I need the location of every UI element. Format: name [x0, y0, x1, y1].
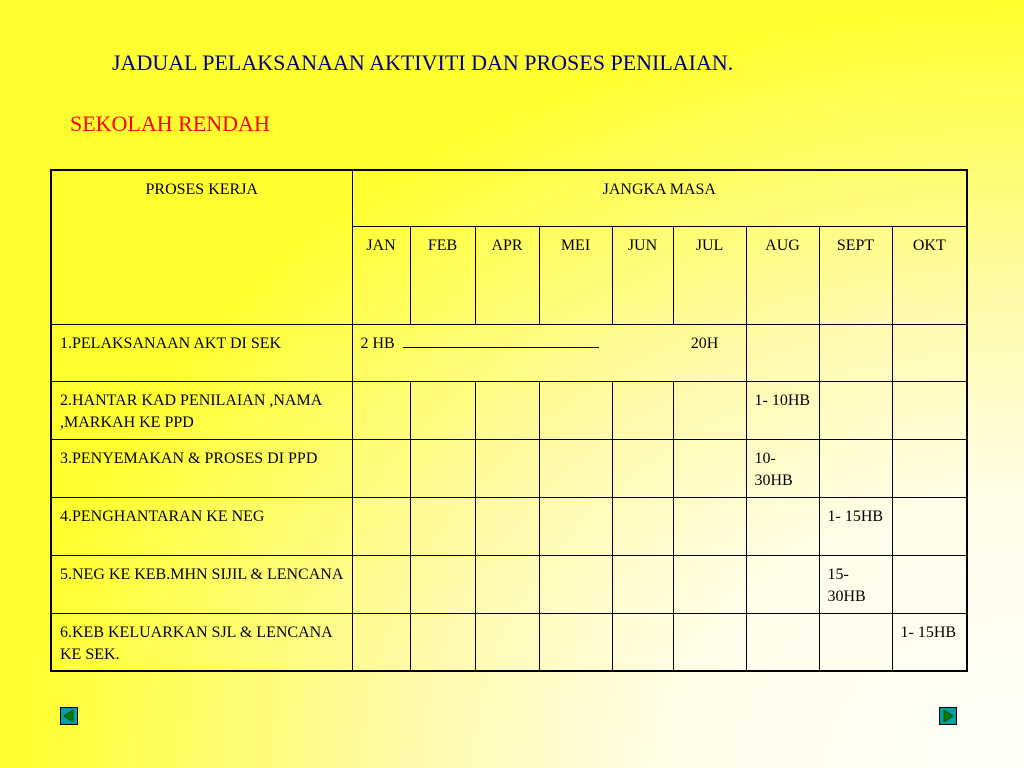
month-header-mei: MEI — [539, 226, 612, 324]
process-cell: 2.HANTAR KAD PENILAIAN ,NAMA ,MARKAH KE PPD — [51, 381, 352, 439]
timeline-bar-line — [403, 333, 599, 348]
schedule-cell-jan — [352, 439, 410, 497]
header-jangka-masa: JANGKA MASA — [352, 170, 967, 226]
next-slide-button[interactable] — [939, 707, 957, 725]
schedule-cell-jan — [352, 497, 410, 555]
bar-end-label: 20H — [690, 334, 719, 352]
schedule-cell-apr — [475, 497, 539, 555]
schedule-cell-okt — [892, 439, 967, 497]
schedule-cell-jun — [612, 439, 673, 497]
month-header-jul: JUL — [673, 226, 746, 324]
schedule-cell-aug — [746, 555, 819, 613]
month-header-okt: OKT — [892, 226, 967, 324]
schedule-cell-sept: 1- 15HB — [819, 497, 892, 555]
schedule-cell-okt — [892, 324, 967, 381]
table-row — [51, 439, 967, 497]
process-cell: 1.PELAKSANAAN AKT DI SEK — [51, 324, 352, 381]
table-row — [51, 555, 967, 613]
month-header-sept: SEPT — [819, 226, 892, 324]
process-cell: 4.PENGHANTARAN KE NEG — [51, 497, 352, 555]
schedule-body — [51, 324, 967, 671]
schedule-cell-aug: 1- 10HB — [746, 381, 819, 439]
table-row — [51, 613, 967, 671]
schedule-cell-aug — [746, 497, 819, 555]
schedule-cell-jun — [612, 613, 673, 671]
schedule-cell-feb — [410, 613, 475, 671]
schedule-cell-jan — [352, 381, 410, 439]
schedule-cell-mei — [539, 497, 612, 555]
table-row — [51, 324, 967, 381]
schedule-cell-sept — [819, 381, 892, 439]
schedule-cell-okt: 1- 15HB — [892, 613, 967, 671]
schedule-cell-feb — [410, 497, 475, 555]
schedule-cell-apr — [475, 555, 539, 613]
month-header-aug: AUG — [746, 226, 819, 324]
schedule-cell-feb — [410, 381, 475, 439]
schedule-cell-sept — [819, 324, 892, 381]
schedule-cell-jan — [352, 555, 410, 613]
header-proses-kerja: PROSES KERJA — [51, 170, 352, 324]
table-row — [51, 381, 967, 439]
schedule-cell-jul — [673, 497, 746, 555]
schedule-cell-aug — [746, 324, 819, 381]
bar-start-label: 2 HB — [360, 334, 395, 352]
schedule-cell-jul — [673, 555, 746, 613]
schedule-table — [50, 169, 968, 672]
schedule-cell-mei — [539, 555, 612, 613]
process-cell: 6.KEB KELUARKAN SJL & LENCANA KE SEK. — [51, 613, 352, 671]
schedule-cell-mei — [539, 613, 612, 671]
schedule-cell-apr — [475, 613, 539, 671]
schedule-cell-aug — [746, 613, 819, 671]
schedule-cell-apr — [475, 381, 539, 439]
month-header-apr: APR — [475, 226, 539, 324]
month-header-jan: JAN — [352, 226, 410, 324]
table-row — [51, 497, 967, 555]
schedule-cell-feb — [410, 555, 475, 613]
schedule-cell-jul — [673, 381, 746, 439]
schedule-cell-jun — [612, 497, 673, 555]
schedule-cell-jan — [352, 613, 410, 671]
schedule-cell-jul — [673, 613, 746, 671]
process-cell: 3.PENYEMAKAN & PROSES DI PPD — [51, 439, 352, 497]
month-header-jun: JUN — [612, 226, 673, 324]
previous-slide-icon — [62, 709, 76, 723]
month-header-feb: FEB — [410, 226, 475, 324]
schedule-cell-mei — [539, 439, 612, 497]
schedule-cell-sept — [819, 613, 892, 671]
schedule-cell-jun — [612, 381, 673, 439]
schedule-cell-okt — [892, 497, 967, 555]
schedule-cell-apr — [475, 439, 539, 497]
previous-slide-button[interactable] — [60, 707, 78, 725]
next-slide-icon — [941, 709, 955, 723]
schedule-cell-sept: 15- 30HB — [819, 555, 892, 613]
header-row-top — [51, 170, 967, 226]
timeline-bar-cell — [352, 324, 746, 381]
page-subtitle: SEKOLAH RENDAH — [70, 111, 270, 136]
schedule-cell-jul — [673, 439, 746, 497]
schedule-cell-okt — [892, 381, 967, 439]
schedule-cell-jun — [612, 555, 673, 613]
schedule-cell-aug: 10- 30HB — [746, 439, 819, 497]
schedule-cell-okt — [892, 555, 967, 613]
page-title: JADUAL PELAKSANAAN AKTIVITI DAN PROSES PENILAIAN. — [112, 50, 734, 75]
schedule-cell-mei — [539, 381, 612, 439]
schedule-cell-sept — [819, 439, 892, 497]
schedule-cell-feb — [410, 439, 475, 497]
process-cell: 5.NEG KE KEB.MHN SIJIL & LENCANA — [51, 555, 352, 613]
